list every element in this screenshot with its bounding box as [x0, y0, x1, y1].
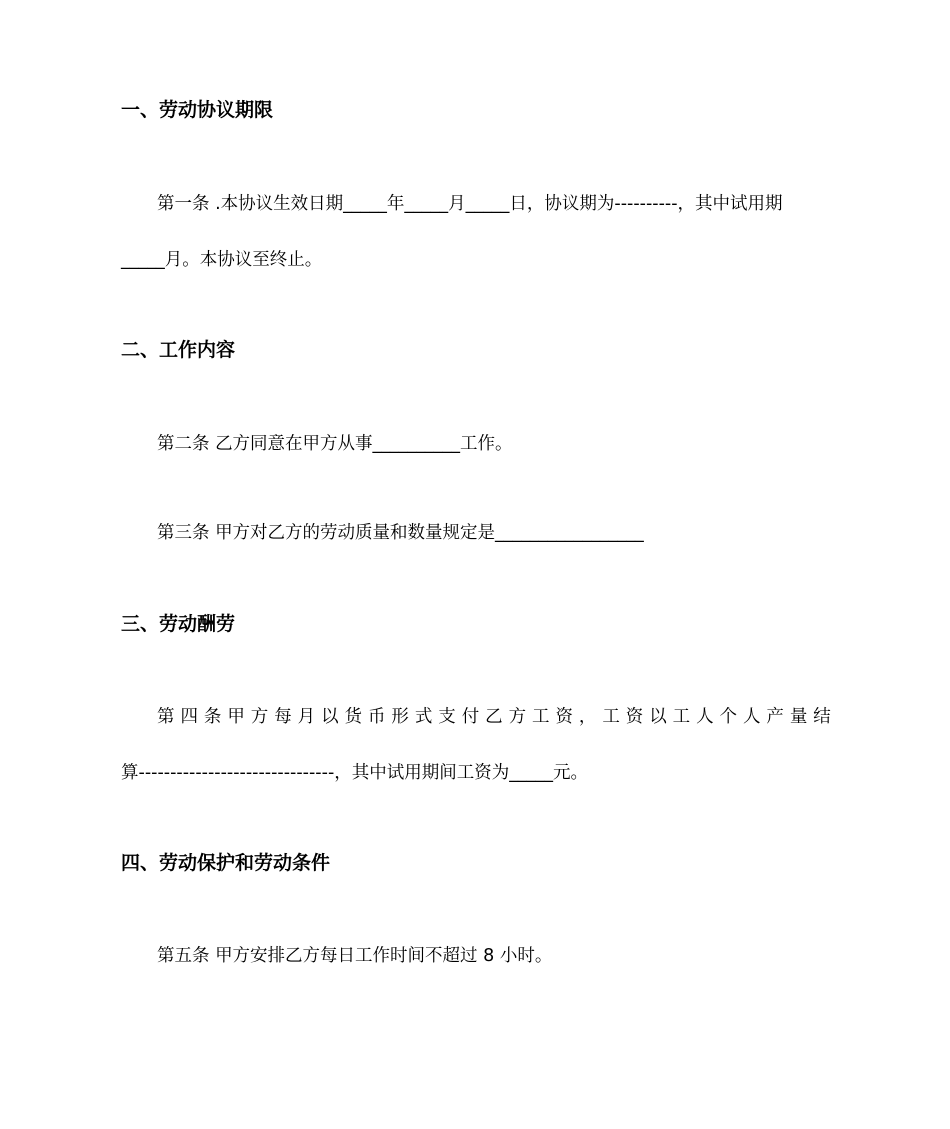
section-heading-term: 一、劳动协议期限	[121, 99, 274, 121]
article-4-char: 付	[461, 707, 480, 727]
article-4-char: 以	[321, 707, 339, 727]
article-4-char: 量	[789, 707, 808, 727]
article-4-char: 第	[157, 707, 175, 727]
section-heading-protection: 四、劳动保护和劳动条件	[121, 852, 331, 874]
article-5-text: 第五条 甲方安排乙方每日工作时间不超过 8 小时。	[157, 946, 553, 966]
article-4-char: 以	[649, 707, 667, 727]
article-4-char: 月	[297, 707, 316, 727]
article-4-char: 乙	[485, 707, 503, 727]
article-4-line-2: 算-------------------------------，其中试用期间工资为_____元。	[121, 763, 589, 783]
article-4-char: 货	[344, 707, 362, 727]
article-4-char: 结	[813, 707, 831, 727]
article-2-text: 第二条 乙方同意在甲方从事__________工作。	[157, 434, 513, 454]
article-4-char: 资	[625, 707, 644, 727]
article-4-char: 每	[274, 707, 292, 727]
article-4-char: 个	[719, 707, 737, 727]
article-4-char: 工	[602, 707, 620, 727]
article-4-char: 条	[203, 707, 222, 727]
article-4-char: 甲	[227, 707, 245, 727]
article-1-line-1: 第一条 .本协议生效日期_____年_____月_____日，协议期为----------，其中试用期	[157, 194, 783, 214]
section-heading-work-content: 二、工作内容	[121, 339, 236, 361]
article-4-char: 资	[555, 707, 573, 727]
article-4-char: 币	[367, 707, 386, 727]
article-4-char: 产	[766, 707, 784, 727]
article-1-line-2: _____月。本协议至终止。	[121, 250, 323, 270]
article-4-char: 人	[742, 707, 761, 727]
article-4-char: 工	[532, 707, 550, 727]
article-4-char: 形	[391, 707, 409, 727]
article-4-char: 人	[696, 707, 714, 727]
article-4-char: 工	[672, 707, 691, 727]
article-4-line-1	[157, 707, 831, 728]
article-4-char: 方	[508, 707, 527, 727]
article-3-text: 第三条 甲方对乙方的劳动质量和数量规定是_________________	[157, 523, 644, 543]
article-4-char: 支	[438, 707, 456, 727]
article-4-char: ，	[578, 707, 597, 727]
article-4-char: 方	[250, 707, 269, 727]
article-4-char: 式	[414, 707, 433, 727]
article-4-char: 四	[180, 707, 198, 727]
section-heading-remuneration: 三、劳动酬劳	[121, 613, 236, 635]
